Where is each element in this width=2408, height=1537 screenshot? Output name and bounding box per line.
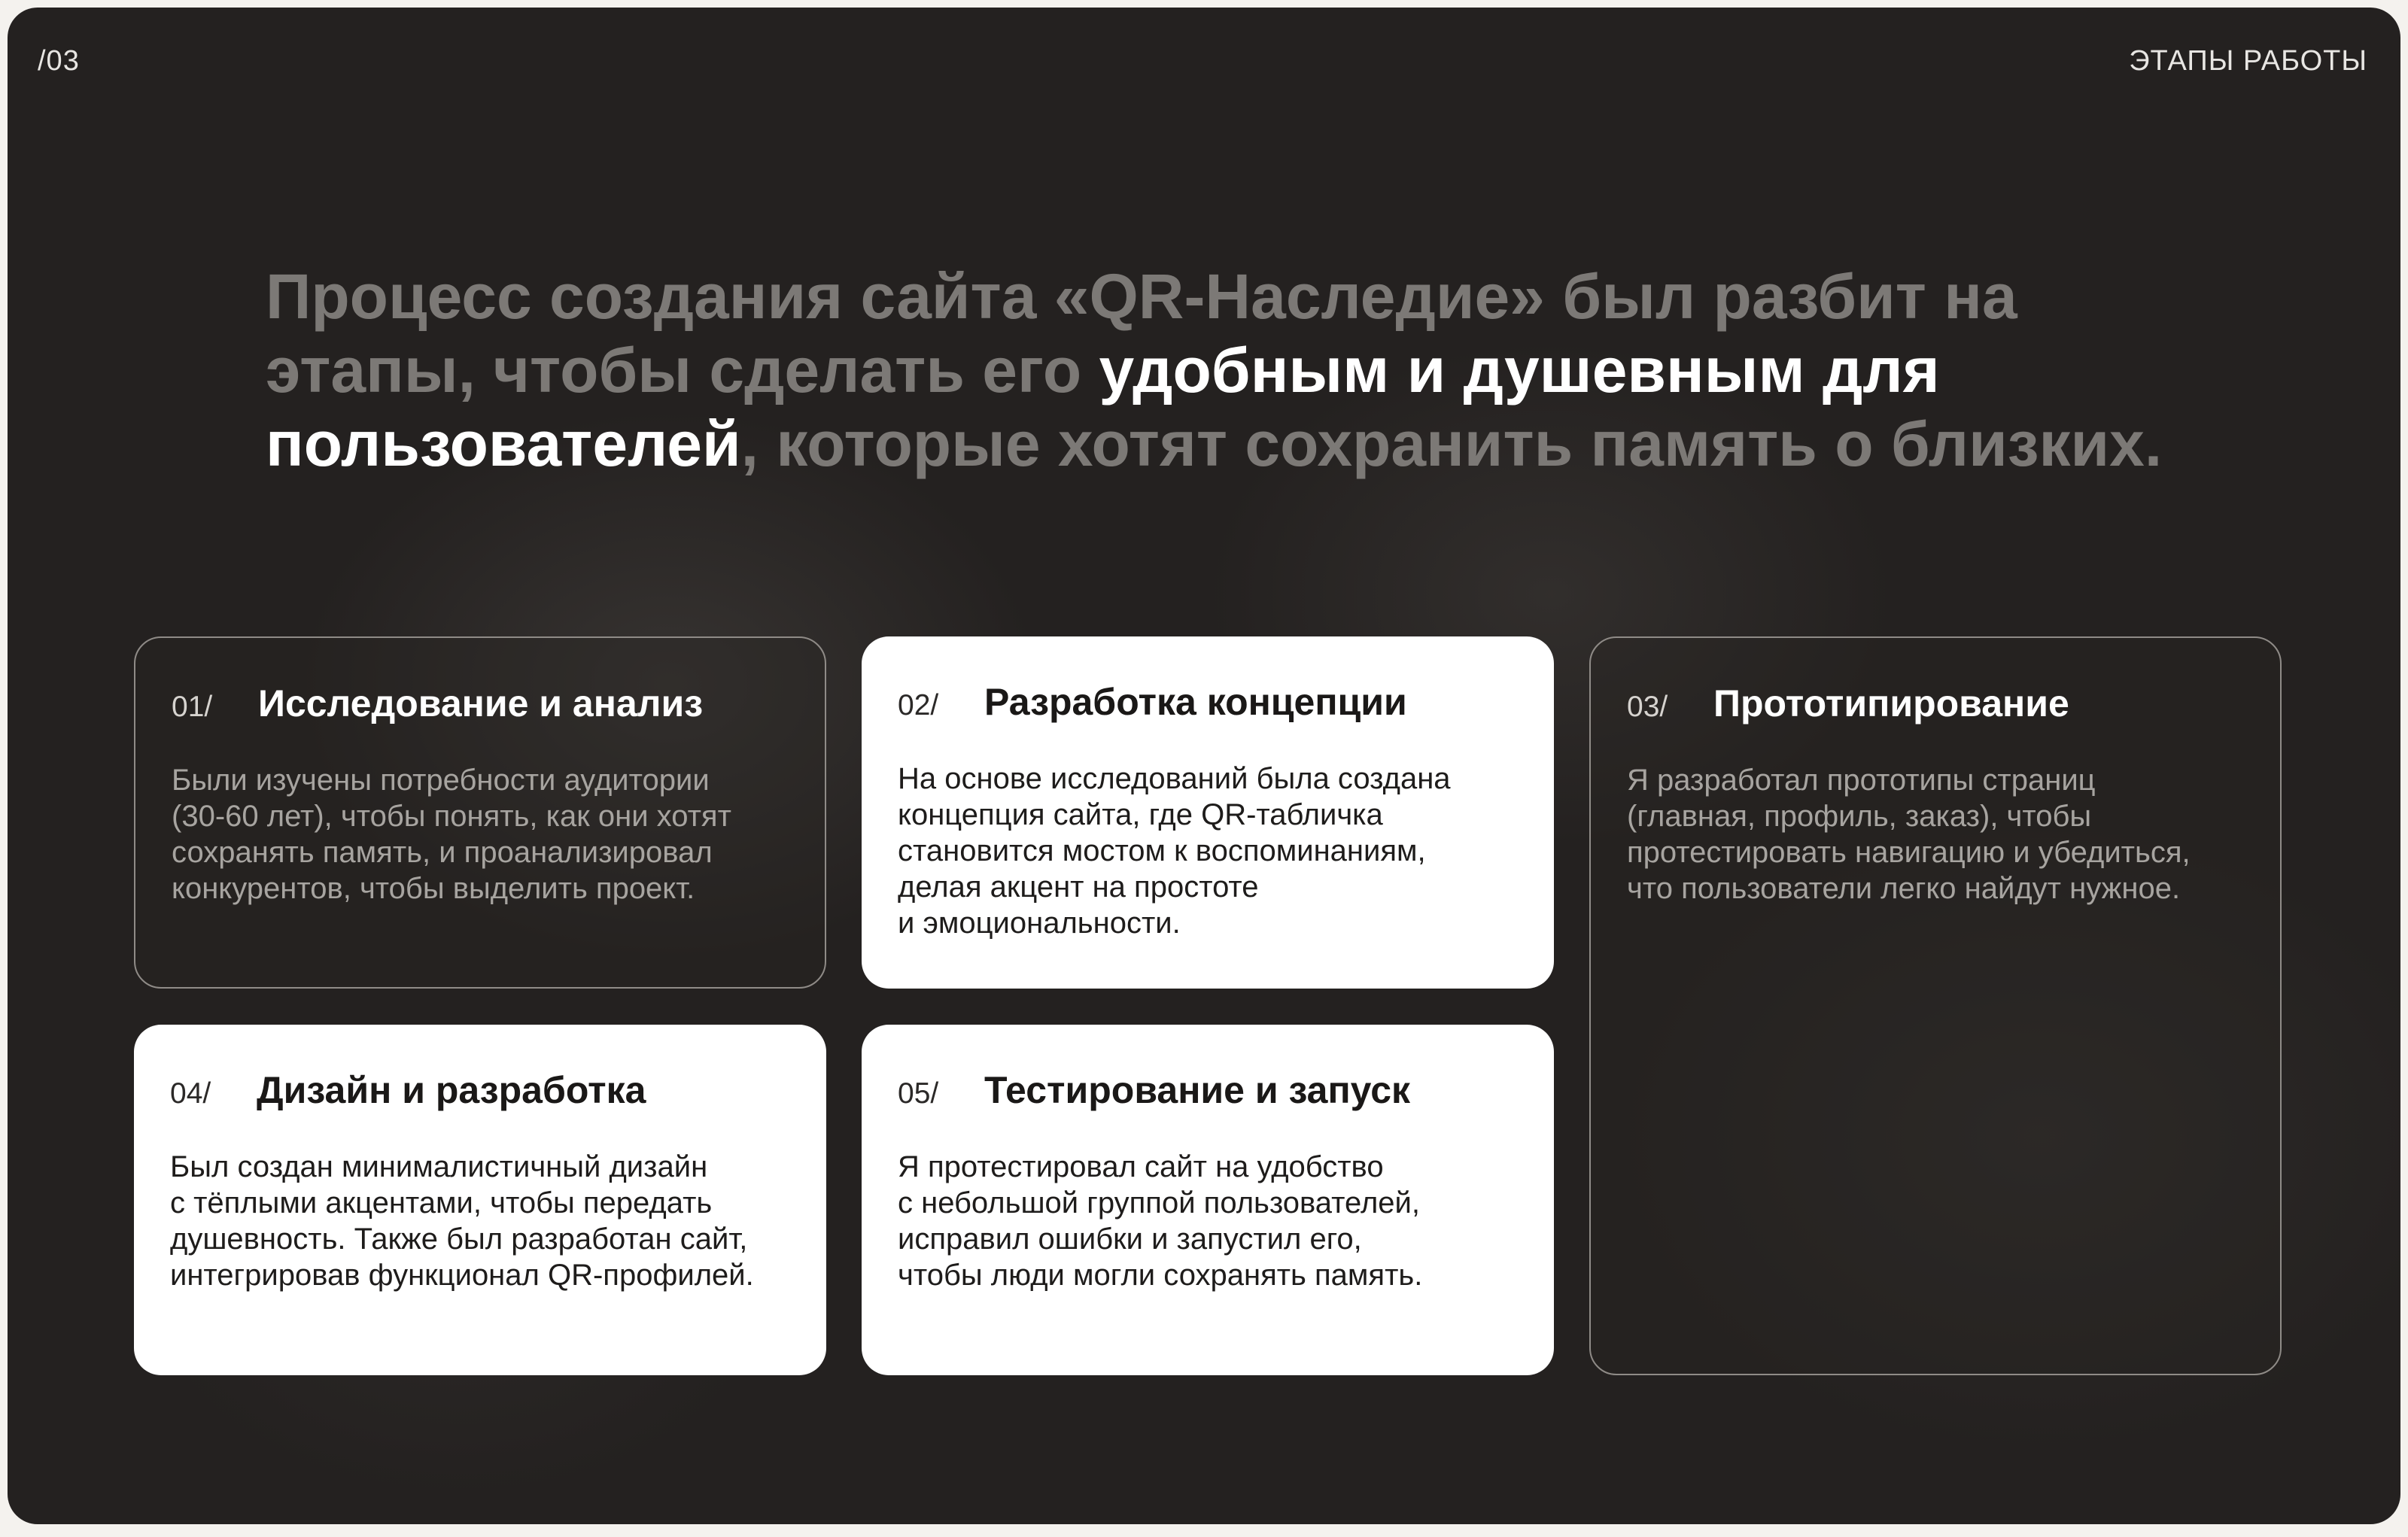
stage-number: 01/ xyxy=(172,691,213,723)
stage-title: Прототипирование xyxy=(1713,682,2069,724)
headline-highlight: удобным и душевным для пользователей xyxy=(266,335,1940,479)
page-number: /03 xyxy=(38,45,80,77)
stage-card-concept xyxy=(862,636,1554,989)
stage-card-prototyping xyxy=(1589,636,2282,1375)
headline xyxy=(266,260,2222,481)
stage-number: 03/ xyxy=(1627,691,1668,723)
headline-part2: , которые хотят сохранить память о близких. xyxy=(740,409,2163,479)
stage-title: Тестирование и запуск xyxy=(984,1069,1411,1111)
stage-card-testing xyxy=(862,1025,1554,1375)
stage-card-research xyxy=(134,636,826,989)
slide xyxy=(8,8,2400,1524)
stage-description: Был создан минималистичный дизайн с тёплыми акцентами, чтобы передать душевность. Также был разработан сайт, интегрировав функционал QR-профилей. xyxy=(170,1150,754,1292)
stage-description: Я протестировал сайт на удобство с небольшой группой пользователей, исправил ошибки и запустил его, чтобы люди могли сохранять память. xyxy=(898,1150,1423,1292)
stage-title: Дизайн и разработка xyxy=(257,1069,646,1111)
headline-part1: Процесс создания сайта «QR-Наследие» был разбит на этапы, чтобы сделать его xyxy=(266,261,2017,406)
stage-number: 05/ xyxy=(898,1077,939,1110)
stage-title: Разработка концепции xyxy=(984,681,1407,723)
stage-description: На основе исследований была создана концепция сайта, где QR-табличка становится мостом к воспоминаниям, делая акцент на простоте и эмоциональности. xyxy=(898,762,1451,940)
stage-description: Были изучены потребности аудитории (30-60 лет), чтобы понять, как они хотят сохранять память, и проанализировал конкурентов, чтобы выделить проект. xyxy=(172,764,731,905)
stage-title: Исследование и анализ xyxy=(258,682,704,724)
stage-number: 02/ xyxy=(898,689,939,721)
stage-card-design xyxy=(134,1025,826,1375)
stage-number: 04/ xyxy=(170,1077,211,1110)
stage-description: Я разработал прототипы страниц (главная, профиль, заказ), чтобы протестировать навигацию и убедиться, что пользователи легко найдут нужное. xyxy=(1627,764,2191,905)
section-title: ЭТАПЫ РАБОТЫ xyxy=(2129,45,2367,77)
